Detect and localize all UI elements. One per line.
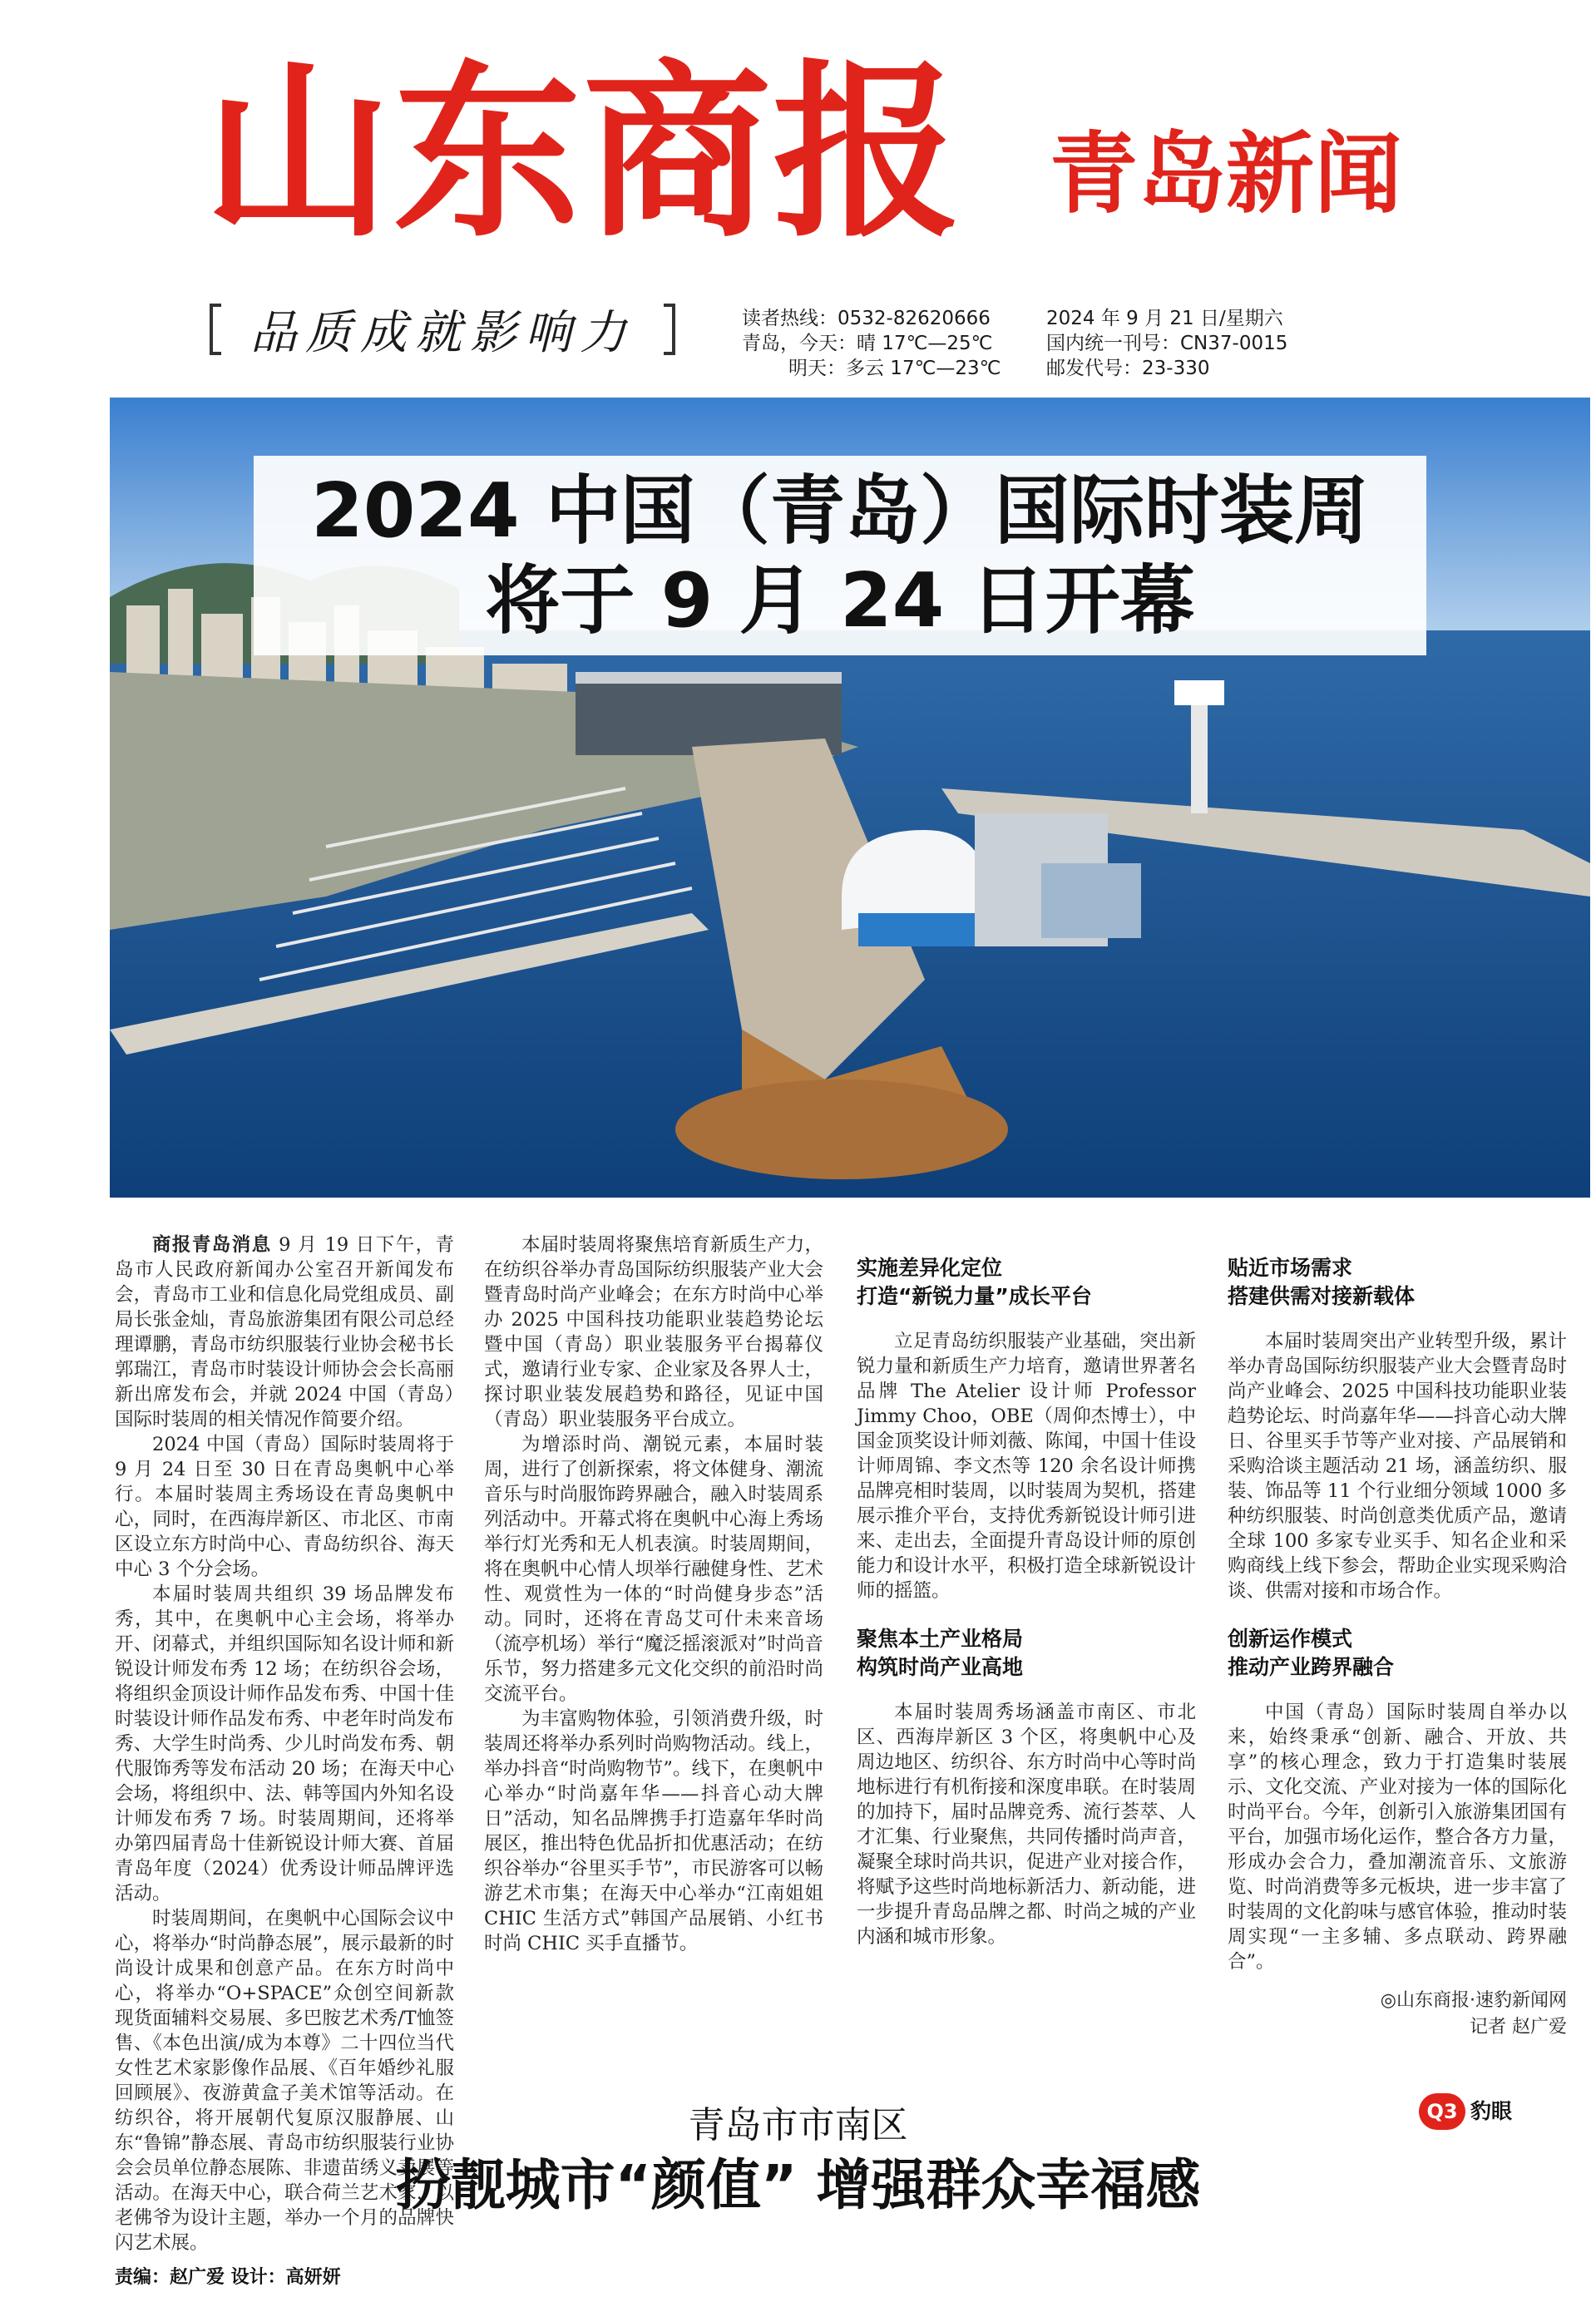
weather-tomorrow: 明天：多云 17℃—23℃ (788, 358, 1001, 379)
subheading-line: 推动产业跨界融合 (1228, 1655, 1395, 1679)
teaser-kicker: 青岛市市南区 (688, 2104, 908, 2146)
headline-box (254, 456, 1426, 655)
paragraph: 立足青岛纺织服装产业基础，突出新锐力量和新质生产力培育，邀请世界著名品牌 The Atelier 设计师 Professor Jimmy Choo，OBE（周仰杰博士），中国金顶奖设计师刘薇、陈闻，中国十佳设计师周锦、李文杰等 120 余名设计师携品牌亮相时装周，以时装周为契机，搭建展示推介平台，支持优秀新锐设计师引进来、走出去，全面提升青岛设计师的原创能力和设计水平，积极打造全球新锐设计师的摇篮。 (857, 1331, 1196, 1602)
paragraph: 本届时装周秀场涵盖市南区、市北区、西海岸新区 3 个区，将奥帆中心及周边地区、纺织谷、东方时尚中心等时尚地标进行有机衔接和深度串联。在时装周的加持下，届时品牌竞秀、流行荟萃、人才汇集、行业聚焦，共同传播时尚声音，凝聚全球时尚共识，促进产业对接合作，将赋予这些时尚地标新活力、新动能，进一步提升青岛品牌之都、时尚之城的产业内涵和城市形象。 (857, 1702, 1196, 1948)
app-name: 豹眼 (1470, 2099, 1513, 2123)
paragraph: 时装周期间，在奥帆中心国际会议中心，将举办“时尚静态展”，展示最新的时尚设计成果和创意产品。在东方时尚中心，将举办“O+SPACE”众创空间新款现货面辅料交易展、多巴胺艺术秀/T恤签售、《本色出演/成为本尊》二十四位当代女性艺术家影像作品展、《百年婚纱礼服回顾展》、夜游黄盒子美术馆等活动。在纺织谷，将开展朝代复原汉服静展、山东“鲁锦”静态展、青岛市纺织服装行业协会会员单位静态展陈、非遗苗绣义卖展等活动。在海天中心，联合荷兰艺术家，以老佛爷为设计主题，举办一个月的品牌快闪艺术展。 (115, 1908, 454, 2254)
slogan-bracket-right (664, 304, 675, 355)
paragraph: 本届时装周突出产业转型升级，累计举办青岛国际纺织服装产业大会暨青岛时尚产业峰会、2025 中国科技功能职业装趋势论坛、时尚嘉年华——抖音心动大牌日、谷里买手节等产业对接、产品展销和采购洽谈主题活动 21 场，涵盖纺织、服装、饰品等 11 个行业细分领域 1000 多种纺织服装、时尚创意类优质产品，邀请全球 100 多家专业买手、知名企业和采购商线上线下参会，帮助企业实现采购洽谈、供需对接和市场合作。 (1228, 1331, 1567, 1602)
slogan-box (210, 299, 675, 359)
serial-number: 国内统一刊号：CN37-0015 (1046, 333, 1288, 354)
article-column-2 (484, 1233, 823, 2097)
paragraph: 本届时装周将聚焦培育新质生产力，在纺织谷举办青岛国际纺织服装产业大会暨青岛时尚产业峰会；在东方时尚中心举办 2025 中国科技功能职业装趋势论坛暨中国（青岛）职业装服务平台揭幕仪式，邀请行业专家、企业家及各界人士，探讨职业装发展趋势和路径，见证中国（青岛）职业装服务平台成立。 (484, 1234, 823, 1430)
slogan-bracket-left (210, 304, 221, 355)
info-block-right (1046, 306, 1287, 381)
subheading-line: 贴近市场需求 (1228, 1256, 1353, 1280)
slogan-text: 品质成就影响力 (250, 306, 635, 360)
subheading (857, 1625, 1196, 1682)
subheading-line: 搭建供需对接新载体 (1228, 1284, 1416, 1308)
headline-line-1: 2024 中国（青岛）国际时装周 (311, 467, 1369, 555)
footer-credits: 责编：赵广爱 设计：高妍妍 (115, 2267, 341, 2288)
headline-line-2: 将于 9 月 24 日开幕 (485, 557, 1195, 645)
info-block-left (742, 306, 1001, 381)
subheading-line: 聚焦本土产业格局 (857, 1627, 1024, 1651)
reader-hotline: 读者热线：0532-82620666 (742, 308, 991, 329)
paragraph: 为丰富购物体验，引领消费升级，时装周还将举办系列时尚购物活动。线上，举办抖音“时尚购物节”。线下，在奥帆中心举办“时尚嘉年华——抖音心动大牌日”活动，知名品牌携手打造嘉年华时尚展区，推出特色优品折扣优惠活动；在纺织谷举办“谷里买手节”，市民游客可以畅游艺术市集；在海天中心举办“江南姐姐 CHIC 生活方式”韩国产品展销、小红书时尚 CHIC 买手直播节。 (484, 1708, 823, 1954)
article-column-3 (857, 1233, 1196, 2097)
page-number-badge-icon: Q3 (1419, 2093, 1465, 2130)
lead-tag: 商报青岛消息 (152, 1234, 272, 1256)
subheading (857, 1254, 1196, 1311)
subheading-line: 打造“新锐力量”成长平台 (857, 1284, 1092, 1308)
subheading-line: 创新运作模式 (1228, 1627, 1353, 1651)
article-column-4 (1228, 1233, 1567, 2097)
weather-today: 青岛，今天：晴 17℃—25℃ (742, 333, 993, 354)
teaser-headline[interactable]: 扮靓城市“颜值” 增强群众幸福感 (395, 2153, 1201, 2217)
paragraph: 为增添时尚、潮锐元素，本届时装周，进行了创新探索，将文体健身、潮流音乐与时尚服饰跨界融合，融入时装周系列活动中。开幕式将在奥帆中心海上秀场举行灯光秀和无人机表演。时装周期间，将在奥帆中心情人坝举行融健身性、艺术性、观赏性为一体的“时尚健身步态”活动。同时，还将在青岛艾可什未来音场（流亭机场）举行“魔泛摇滚派对”时尚音乐节，努力搭建多元文化交织的前沿时尚交流平台。 (484, 1434, 823, 1705)
masthead-logo: 山东商报 (204, 44, 963, 263)
paragraph-text: 9 月 19 日下午，青岛市人民政府新闻办公室召开新闻发布会，青岛市工业和信息化局党组成员、副局长张金灿，青岛旅游集团有限公司总经理谭鹏，青岛市纺织服装行业协会秘书长郭瑞江，青岛市时装设计师协会会长高丽新出席发布会，并就 2024 中国（青岛）国际时装周的相关情况作简要介绍。 (115, 1234, 454, 1430)
subheading-line: 实施差异化定位 (857, 1256, 1003, 1280)
subheading-line: 构筑时尚产业高地 (857, 1655, 1024, 1679)
article-column-1 (115, 1233, 454, 2254)
paragraph: 中国（青岛）国际时装周自举办以来，始终秉承“创新、融合、开放、共享”的核心理念，致力于打造集时装展示、文化交流、产业对接为一体的国际化时尚平台。今年，创新引入旅游集团国有平台，加强市场化运作，整合各方力量，形成办会合力，叠加潮流音乐、文旅游览、时尚消费等多元板块，进一步丰富了时装周的文化韵味与感官体验，推动时装周实现“一主多辅、多点联动、跨界融合”。 (1228, 1702, 1567, 1973)
postal-code: 邮发代号：23-330 (1046, 358, 1210, 379)
subheading (1228, 1254, 1567, 1311)
byline-source: ◎山东商报·速豹新闻网 (1380, 1990, 1567, 2011)
paragraph (115, 1233, 454, 1432)
subheading (1228, 1625, 1567, 1682)
byline-reporter: 记者 赵广爱 (1470, 2017, 1567, 2038)
paragraph: 2024 中国（青岛）国际时装周将于 9 月 24 日至 30 日在青岛奥帆中心举行。本届时装周主秀场设在青岛奥帆中心，同时，在西海岸新区、市北区、市南区设立东方时尚中心、青岛纺织谷、海天中心 3 个分会场。 (115, 1434, 454, 1580)
paragraph: 本届时装周共组织 39 场品牌发布秀，其中，在奥帆中心主会场，将举办开、闭幕式，并组织国际知名设计师和新锐设计师发布秀 12 场；在纺织谷会场，将组织金顶设计师作品发布秀、中国十佳时装设计师作品发布秀、中老年时尚发布秀、大学生时尚秀、少儿时尚发布秀、朝代服饰秀等发布活动 20 场；在海天中心会场，将组织中、法、韩等国内外知名设计师发布秀 7 场。时装周期间，还将举办第四届青岛十佳新锐设计师大赛、首届青岛年度（2024）优秀设计师品牌评选活动。 (115, 1583, 454, 1904)
edition-title: 青岛新闻 (1050, 123, 1402, 225)
issue-date: 2024 年 9 月 21 日/星期六 (1046, 308, 1283, 329)
